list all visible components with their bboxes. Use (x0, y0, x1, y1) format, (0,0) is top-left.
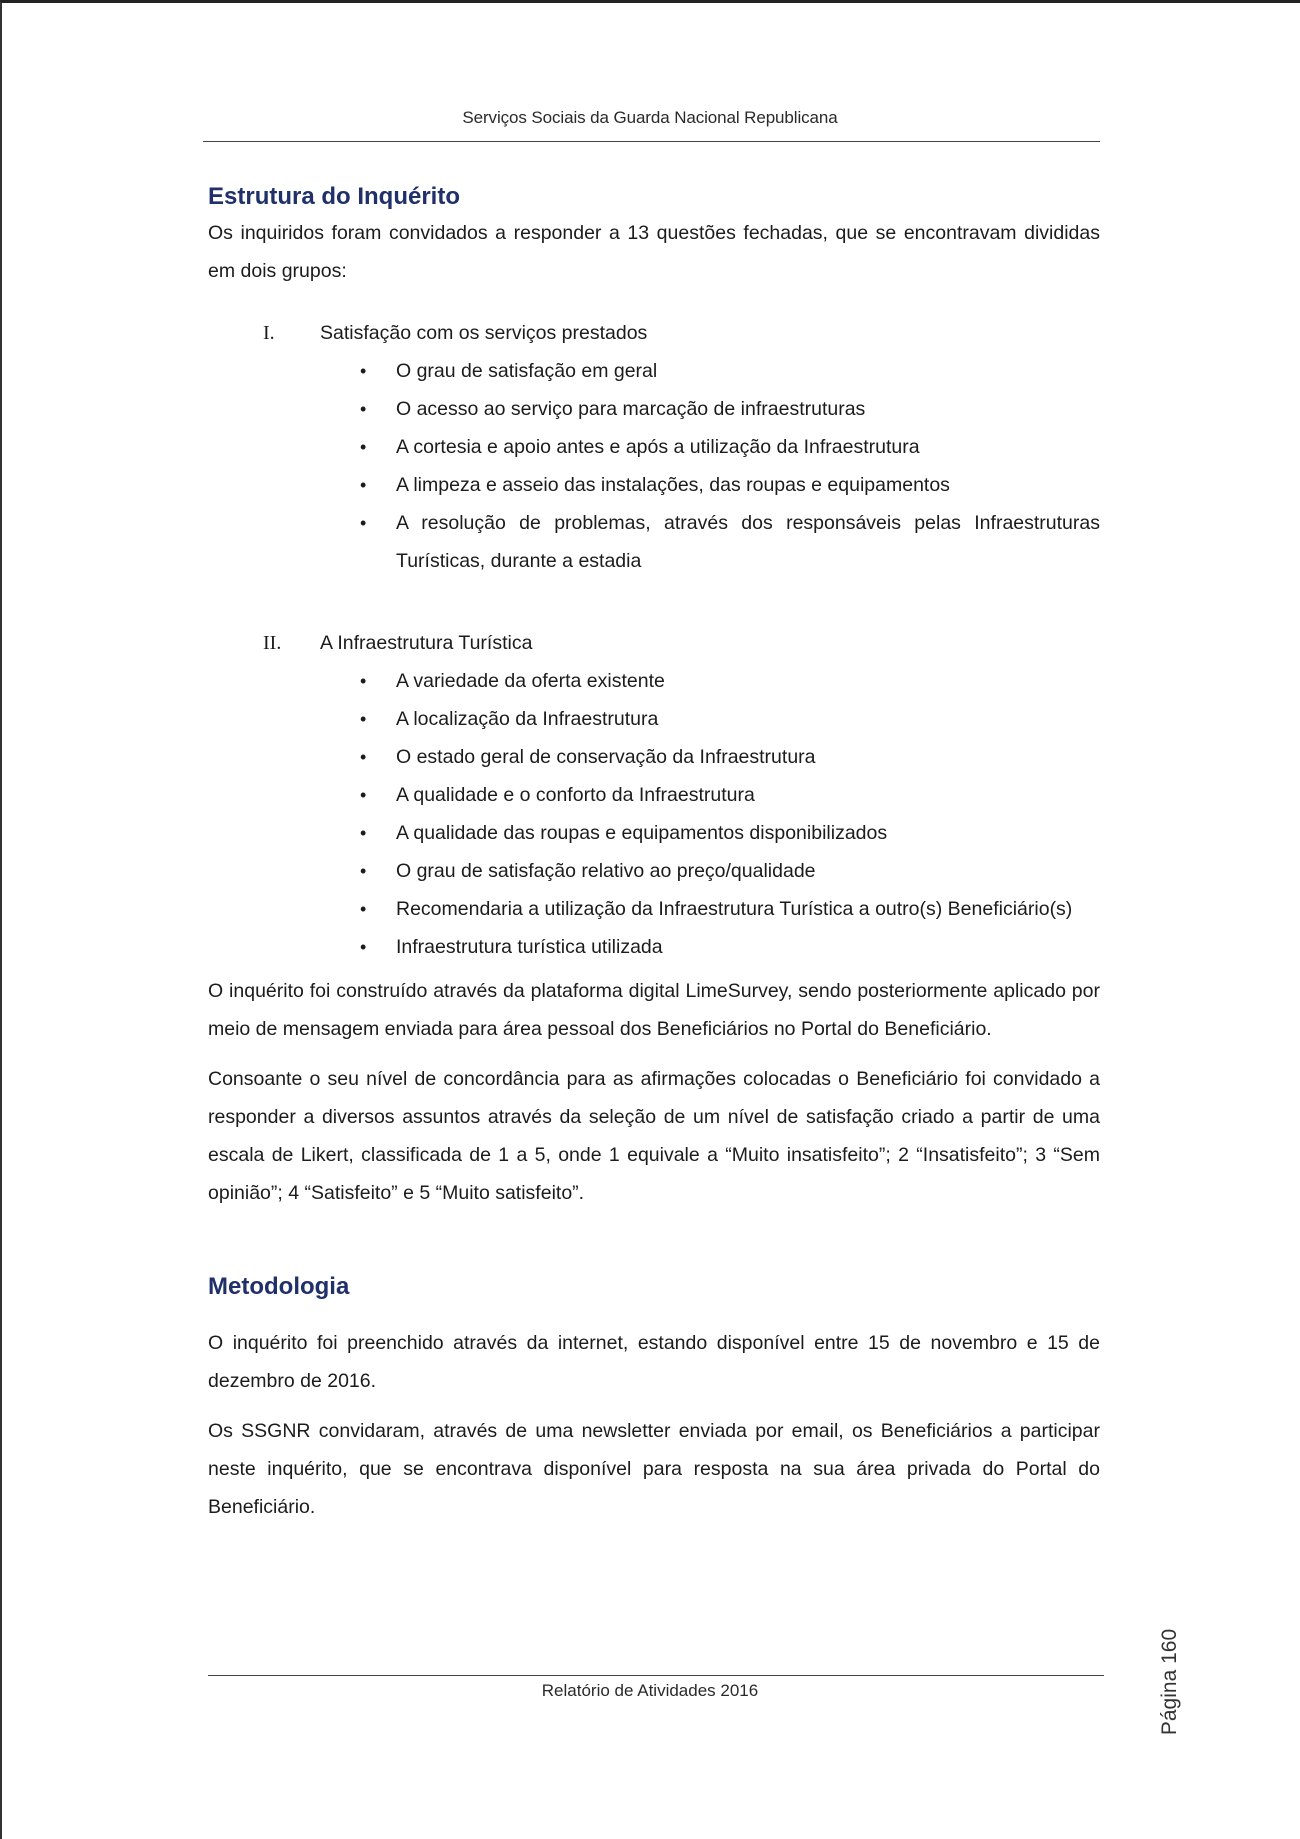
dates-paragraph: O inquérito foi preenchido através da internet, estando disponível entre 15 de novembro e 15 de dezembro de 2016. (208, 1332, 1100, 1392)
header-divider (203, 141, 1100, 142)
group-title: Satisfação com os serviços prestados (320, 322, 648, 344)
list-item: • O grau de satisfação relativo ao preço/qualidade (396, 852, 1100, 890)
list-item: • A resolução de problemas, através dos responsáveis pelas Infraestruturas Turísticas, durante a estadia (396, 504, 1100, 580)
list-item: • O acesso ao serviço para marcação de infraestruturas (396, 390, 1100, 428)
scale-paragraph: Consoante o seu nível de concordância para as afirmações colocadas o Beneficiário foi convidado a responder a diversos assuntos através da seleção de um nível de satisfação criado a partir de uma escala de Likert, classificada de 1 a 5, onde 1 equivale a “Muito insatisfeito”; 2 “Insatisfeito”; 3 “Sem opinião”; 4 “Satisfeito” e 5 “Muito satisfeito”. (208, 1068, 1100, 1204)
page-header: Serviços Sociais da Guarda Nacional Republicana (462, 108, 838, 127)
page-content (208, 180, 1100, 1526)
group-2-header (208, 624, 1100, 662)
list-item: • A localização da Infraestrutura (396, 700, 1100, 738)
page-footer: Relatório de Atividades 2016 (541, 1681, 759, 1700)
list-item: • Recomendaria a utilização da Infraestrutura Turística a outro(s) Beneficiário(s) (396, 890, 1100, 928)
group-numeral: II. (263, 632, 282, 654)
invite-paragraph: Os SSGNR convidaram, através de uma newsletter enviada por email, os Beneficiários a participar neste inquérito, que se encontrava disponível para resposta na sua área privada do Portal do Beneficiário. (208, 1420, 1100, 1518)
group-numeral: I. (263, 322, 275, 344)
section-heading-metodologia: Metodologia (208, 1273, 350, 1300)
group-2-list (208, 662, 1100, 966)
footer-divider (208, 1675, 1104, 1676)
list-item: • A qualidade das roupas e equipamentos disponibilizados (396, 814, 1100, 852)
list-item: • Infraestrutura turística utilizada (396, 928, 1100, 966)
platform-paragraph: O inquérito foi construído através da plataforma digital LimeSurvey, sendo posteriormente aplicado por meio de mensagem enviada para área pessoal dos Beneficiários no Portal do Beneficiário. (208, 980, 1100, 1040)
list-item: • A cortesia e apoio antes e após a utilização da Infraestrutura (396, 428, 1100, 466)
section-heading-estrutura: Estrutura do Inquérito (208, 183, 460, 210)
list-item: • O grau de satisfação em geral (396, 352, 1100, 390)
group-title: A Infraestrutura Turística (320, 632, 533, 654)
intro-paragraph: Os inquiridos foram convidados a responder a 13 questões fechadas, que se encontravam divididas em dois grupos: (208, 222, 1100, 282)
list-item: • A limpeza e asseio das instalações, das roupas e equipamentos (396, 466, 1100, 504)
list-item: • A variedade da oferta existente (396, 662, 1100, 700)
group-1-header (208, 314, 1100, 352)
list-item: • A qualidade e o conforto da Infraestrutura (396, 776, 1100, 814)
page-number-label: Página 160 (1158, 1628, 1181, 1736)
group-1-list (208, 352, 1100, 580)
list-item: • O estado geral de conservação da Infraestrutura (396, 738, 1100, 776)
